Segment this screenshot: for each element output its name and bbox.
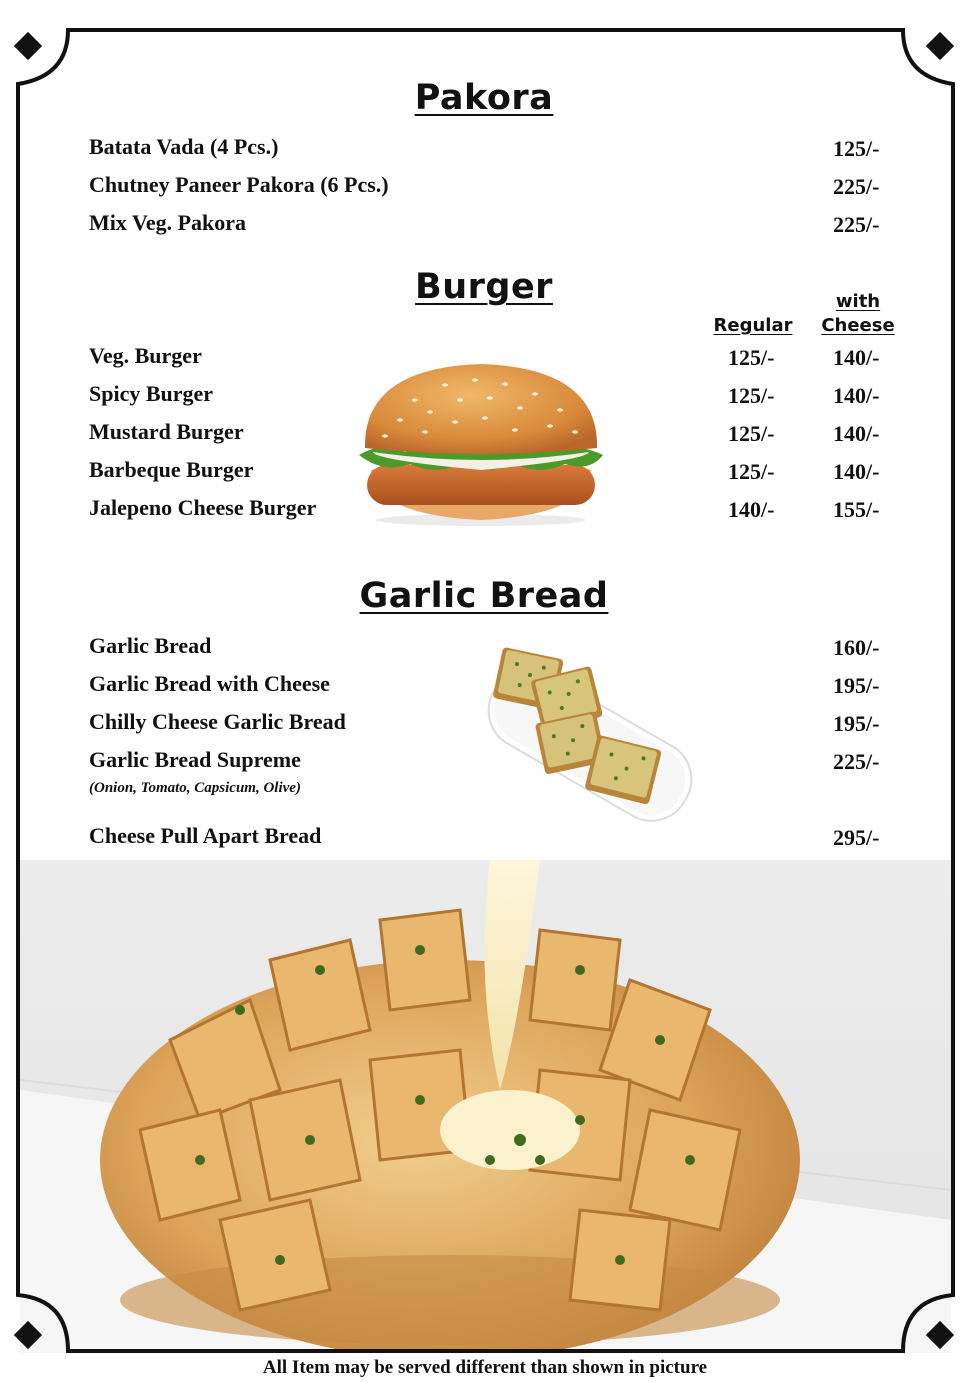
menu-item-price: 295/- xyxy=(833,825,880,850)
menu-item-price: 225/- xyxy=(833,212,880,237)
pakora-title: Pakora xyxy=(414,78,554,118)
garlic-bread-title: Garlic Bread xyxy=(359,576,609,616)
menu-item-price: 160/- xyxy=(833,635,880,660)
menu-item-price: 225/- xyxy=(833,749,880,774)
menu-item-name: Chutney Paneer Pakora (6 Pcs.) xyxy=(89,172,389,197)
column-header-cheese-line2: Cheese xyxy=(821,315,895,336)
garlic-bread-image xyxy=(470,645,710,845)
menu-item-name: Garlic Bread with Cheese xyxy=(89,671,330,696)
column-header-regular: Regular xyxy=(713,315,793,336)
corner-ornament-top-left xyxy=(14,32,42,60)
menu-item-price-regular: 125/- xyxy=(728,421,775,446)
menu-item-price: 225/- xyxy=(833,174,880,199)
burger-title: Burger xyxy=(415,267,553,307)
menu-item-name: Barbeque Burger xyxy=(89,457,254,482)
menu-item-name: Spicy Burger xyxy=(89,381,214,406)
pull-apart-bread-illustration xyxy=(20,860,951,1353)
menu-item-name: Batata Vada (4 Pcs.) xyxy=(89,134,279,159)
menu-item-price: 195/- xyxy=(833,673,880,698)
menu-item-name: Garlic Bread xyxy=(89,633,212,658)
menu-item-price: 195/- xyxy=(833,711,880,736)
disclaimer-footer: All Item may be served different than shown in picture xyxy=(262,1357,708,1378)
menu-item-price-regular: 140/- xyxy=(728,497,775,522)
menu-item-price-regular: 125/- xyxy=(728,383,775,408)
menu-item-price-cheese: 140/- xyxy=(833,421,880,446)
menu-item-name: Chilly Cheese Garlic Bread xyxy=(89,709,346,734)
cheese-pull-apart-bread-photo xyxy=(20,860,951,1353)
menu-item-price-regular: 125/- xyxy=(728,345,775,370)
menu-item-price-cheese: 140/- xyxy=(833,459,880,484)
corner-ornament-top-right xyxy=(926,32,954,60)
menu-item-name: Garlic Bread Supreme xyxy=(89,747,301,772)
menu-item-price-cheese: 140/- xyxy=(833,383,880,408)
supreme-toppings-note: (Onion, Tomato, Capsicum, Olive) xyxy=(89,780,301,796)
menu-item-price-cheese: 140/- xyxy=(833,345,880,370)
menu-item-name: Mix Veg. Pakora xyxy=(89,210,247,235)
menu-item-name: Jalepeno Cheese Burger xyxy=(89,495,317,520)
menu-item-price-regular: 125/- xyxy=(728,459,775,484)
column-header-cheese-line1: with xyxy=(835,291,881,312)
menu-item-name: Veg. Burger xyxy=(89,343,202,368)
menu-item-name: Cheese Pull Apart Bread xyxy=(89,823,322,848)
menu-item-name: Mustard Burger xyxy=(89,419,244,444)
burger-image xyxy=(355,360,607,528)
menu-item-price-cheese: 155/- xyxy=(833,497,880,522)
menu-item-price: 125/- xyxy=(833,136,880,161)
